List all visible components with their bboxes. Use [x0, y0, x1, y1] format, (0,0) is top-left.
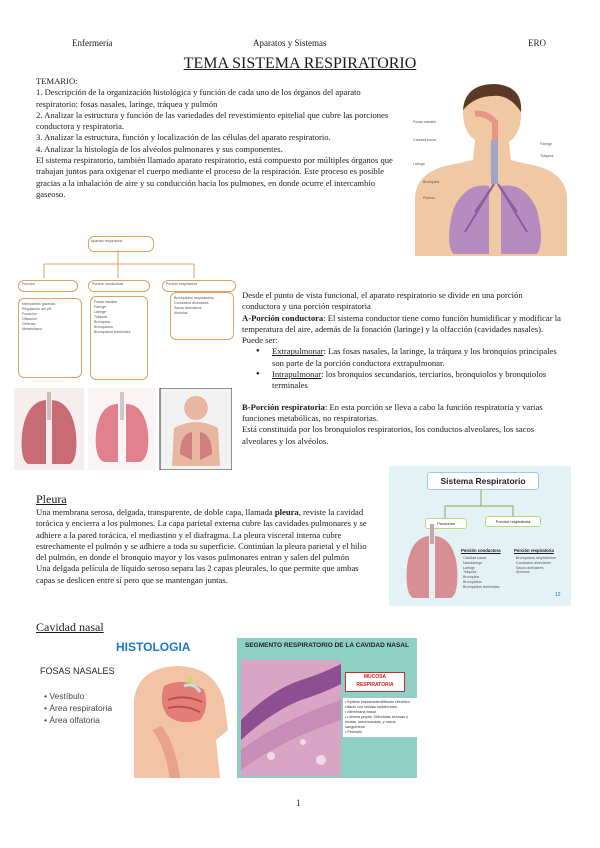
diagram-left-head: Función: [18, 280, 78, 292]
segmento-item: • Lámina propia: Glándulas serosas y mixtas, seromucosas, y vasos sanguíneos: [345, 715, 408, 729]
diagram-item: Alvéolos: [174, 311, 188, 315]
diagram-right-head: Porción respiratoria: [162, 280, 236, 292]
functional-block: [242, 290, 562, 447]
diagram-top: Aparato respiratorio: [88, 236, 154, 252]
respiratoria-paragraph: [242, 402, 562, 425]
card-item: Nasofaringe: [463, 560, 483, 565]
card-left-list: [463, 556, 500, 590]
diagram-right-list: [170, 292, 234, 340]
anatomy-label: Cavidad bucal: [413, 138, 436, 142]
diagram-item: Sacos alveolares: [174, 306, 202, 310]
segmento-title: SEGMENTO RESPIRATORIO DE LA CAVIDAD NASAL: [245, 642, 409, 649]
histologia-title: HISTOLOGIA: [116, 640, 191, 654]
cavidad-nasal-title: Cavidad nasal: [36, 620, 104, 634]
respiratoria-text: : En esta porción se lleva a cabo la función respiratoria y varias funciones metabólicas, no respiratorias.: [242, 401, 543, 423]
temario-item: 1. Descripción de la organización histológica y función de cada uno de los órganos del aparato respiratorio: fosas nasales, laringe, tráquea y pulmón: [36, 87, 361, 109]
diagram-left-list: [18, 298, 82, 378]
extrapulmonar-text: : Las fosas nasales, la laringe, la tráquea y los bronquios principales son parte de la porción conductora extrapulmonar.: [272, 346, 557, 368]
intrapulmonar-item: [272, 369, 562, 392]
fosas-item: • Área olfatoria: [44, 715, 100, 725]
histologia-panel: [36, 638, 230, 778]
card-item: Bronquiolos terminales: [463, 584, 500, 589]
card-item: Alvéolos: [516, 570, 530, 575]
anatomy-label: Bronquios: [423, 180, 440, 184]
anatomy-label: Faringe: [540, 142, 553, 146]
temario-item: 4. Analizar la histología de los alvéolos pulmonares y sus componentes.: [36, 143, 283, 154]
card-item: Laringe: [463, 565, 475, 570]
respiratoria-extra: Está constituida por los bronquiolos respiratorios, los conductos alveolares, los sacos alveolares y los alvéolos.: [242, 424, 535, 446]
extrapulmonar-item: [272, 346, 562, 369]
anatomy-label: Pulmón: [423, 196, 436, 200]
anatomy-label: Laringe: [413, 162, 425, 166]
diagram-item: Fosas nasales: [94, 300, 118, 304]
diagram-item: Bronquiolos terminales: [94, 330, 131, 334]
card-item: Cavidad nasal: [463, 556, 486, 560]
segmento-item: • Periostio: [345, 730, 363, 734]
conductora-paragraph: [242, 313, 562, 347]
anatomy-label: Tráquea: [540, 154, 554, 158]
card-node-left: Porciones: [425, 518, 467, 529]
segmento-list: [343, 698, 417, 737]
diagram-item: Faringe: [94, 305, 107, 309]
fosas-title: FOSAS NASALES: [40, 666, 115, 676]
temario-block: [36, 76, 396, 200]
card-item: Sacos alveolares: [516, 565, 544, 570]
conductora-label: A-Porción conductora: [242, 312, 324, 323]
lung-images: [14, 388, 232, 470]
pleura-title: Pleura: [36, 492, 67, 506]
intro-paragraph: El sistema respiratorio, también llamado aparato respiratorio, está compuesto por múltiples órganos que trabajan juntos para oxigenar el cuerpo mediante el proceso de la respiración. Este proceso es posible gracias a la inhalación de aire y su conducción hacia los pulmones, en donde ocurre el intercambio gaseoso.: [36, 155, 393, 199]
histology-micrograph: [241, 660, 341, 776]
card-right-list: [516, 556, 556, 575]
card-item: Bronquios: [463, 575, 480, 580]
card-page-num: 12: [555, 592, 561, 598]
intrapulmonar-text: : los bronquios secundarios, terciarios, bronquiolos y bronquiolos terminales: [272, 369, 547, 391]
functional-intro: Desde el punto de vista funcional, el aparato respiratorio se divide en una porción conductora y una porción respiratoria: [242, 290, 523, 312]
fosas-item: • Área respiratoria: [44, 703, 113, 713]
sistema-respiratorio-card: [389, 466, 571, 606]
card-node-right: Porción respiratoria: [485, 516, 541, 527]
respiratoria-label: B-Porción respiratoria: [242, 401, 325, 412]
segmento-panel: [237, 638, 417, 778]
diagram-item: Fonación: [22, 312, 37, 316]
card-item: Conductos alveolares: [516, 560, 551, 565]
card-item: Bronquiolos respiratorios: [516, 556, 556, 560]
card-title: Sistema Respiratorio: [427, 472, 539, 490]
diagram-item: Bronquios: [94, 320, 111, 324]
diagram-item: Conductos alveolares: [174, 301, 209, 305]
header-center: Aparatos y Sistemas: [253, 38, 327, 48]
diagram-item: Tráquea: [94, 315, 108, 319]
card-item: Tráquea: [463, 570, 477, 575]
temario-heading: TEMARIO:: [36, 76, 78, 86]
diagram-item: Defensa: [22, 322, 36, 326]
diagram-item: Laringe: [94, 310, 106, 314]
intrapulmonar-label: Intrapulmonar: [272, 369, 322, 380]
diagram-item: Intercambio gaseoso: [22, 302, 56, 306]
anatomy-label: Fosas nasales: [413, 120, 437, 124]
diagram-item: Bronquiolos: [94, 325, 113, 329]
temario-item: 3. Analizar la estructura, función y localización de las células del aparato respiratorio.: [36, 132, 331, 143]
header-right: ERO: [528, 38, 546, 48]
pleura-term: pleura: [274, 507, 299, 517]
diagram-item: Olfacción: [22, 317, 37, 321]
page-number: 1: [296, 798, 301, 808]
respiratory-anatomy-figure: [405, 82, 575, 258]
diagram-item: Regulación del pH: [22, 307, 52, 311]
pleura-paragraph-1: [36, 507, 372, 563]
pleura-text: Una membrana serosa, delgada, transparente, de doble capa, llamada: [36, 507, 275, 517]
card-item: Bronquiolos: [463, 579, 482, 584]
pleura-text: , reviste la cavidad torácica y encierra a los pulmones. La capa parietal externa cubre las cavidades pulmonares y se adhiere a la pared torácica, el mediastino y el diafragma. La pleura visceral interna cubre estrechamente el pulmón y se adhiere a toda su superficie. Continúan la pleura parietal y el hilio del pulmón, en donde el bronquio mayor y los vasos pulmonares entran y salen del pulmón: [36, 507, 367, 563]
diagram-item: Bronquiolos respiratorios: [174, 296, 214, 300]
mucosa-label: MUCOSA RESPIRATORIA: [345, 672, 405, 692]
diagram-mid-head: Porción conductora: [88, 280, 150, 292]
header-left: Enfermería: [72, 38, 113, 48]
card-sub-right: Porción respiratoria: [514, 548, 554, 553]
segmento-item: • Membrana basal: [345, 710, 376, 714]
fosas-item: • Vestíbulo: [44, 691, 85, 701]
fosas-list: [44, 690, 112, 726]
page-title: TEMA SISTEMA RESPIRATORIO: [183, 55, 417, 72]
diagram-item: Metabolismo: [22, 327, 43, 331]
pleura-block: [36, 507, 372, 586]
diagram-mid-list: [90, 296, 148, 380]
extrapulmonar-label: Extrapulmonar: [272, 346, 324, 357]
diagram-connectors: [14, 236, 232, 286]
conductora-text: : El sistema conductor tiene como función humidificar y modificar la temperatura del aire, además de la fonación (laringe) y la olfacción (cavidades nasales). Puede ser:: [242, 312, 561, 346]
concept-diagram: [14, 236, 232, 396]
temario-item: 2. Analizar la estructura y función de las variedades del revestimiento epitelial que cubre las porciones conductora y respiratoria.: [36, 109, 389, 132]
pleura-paragraph-2: Una delgada película de líquido seroso separa las 2 capas pleurales, lo que permite que ambas capas se deslicen entre sí pero que se mantengan juntas.: [36, 563, 359, 585]
segmento-item: • Epitelio pseudoestratificado cilíndrico ciliado con células caliciformes: [345, 700, 410, 709]
card-sub-left: Porción conductora: [461, 548, 501, 553]
nasal-cavity-illustration: [124, 660, 230, 778]
